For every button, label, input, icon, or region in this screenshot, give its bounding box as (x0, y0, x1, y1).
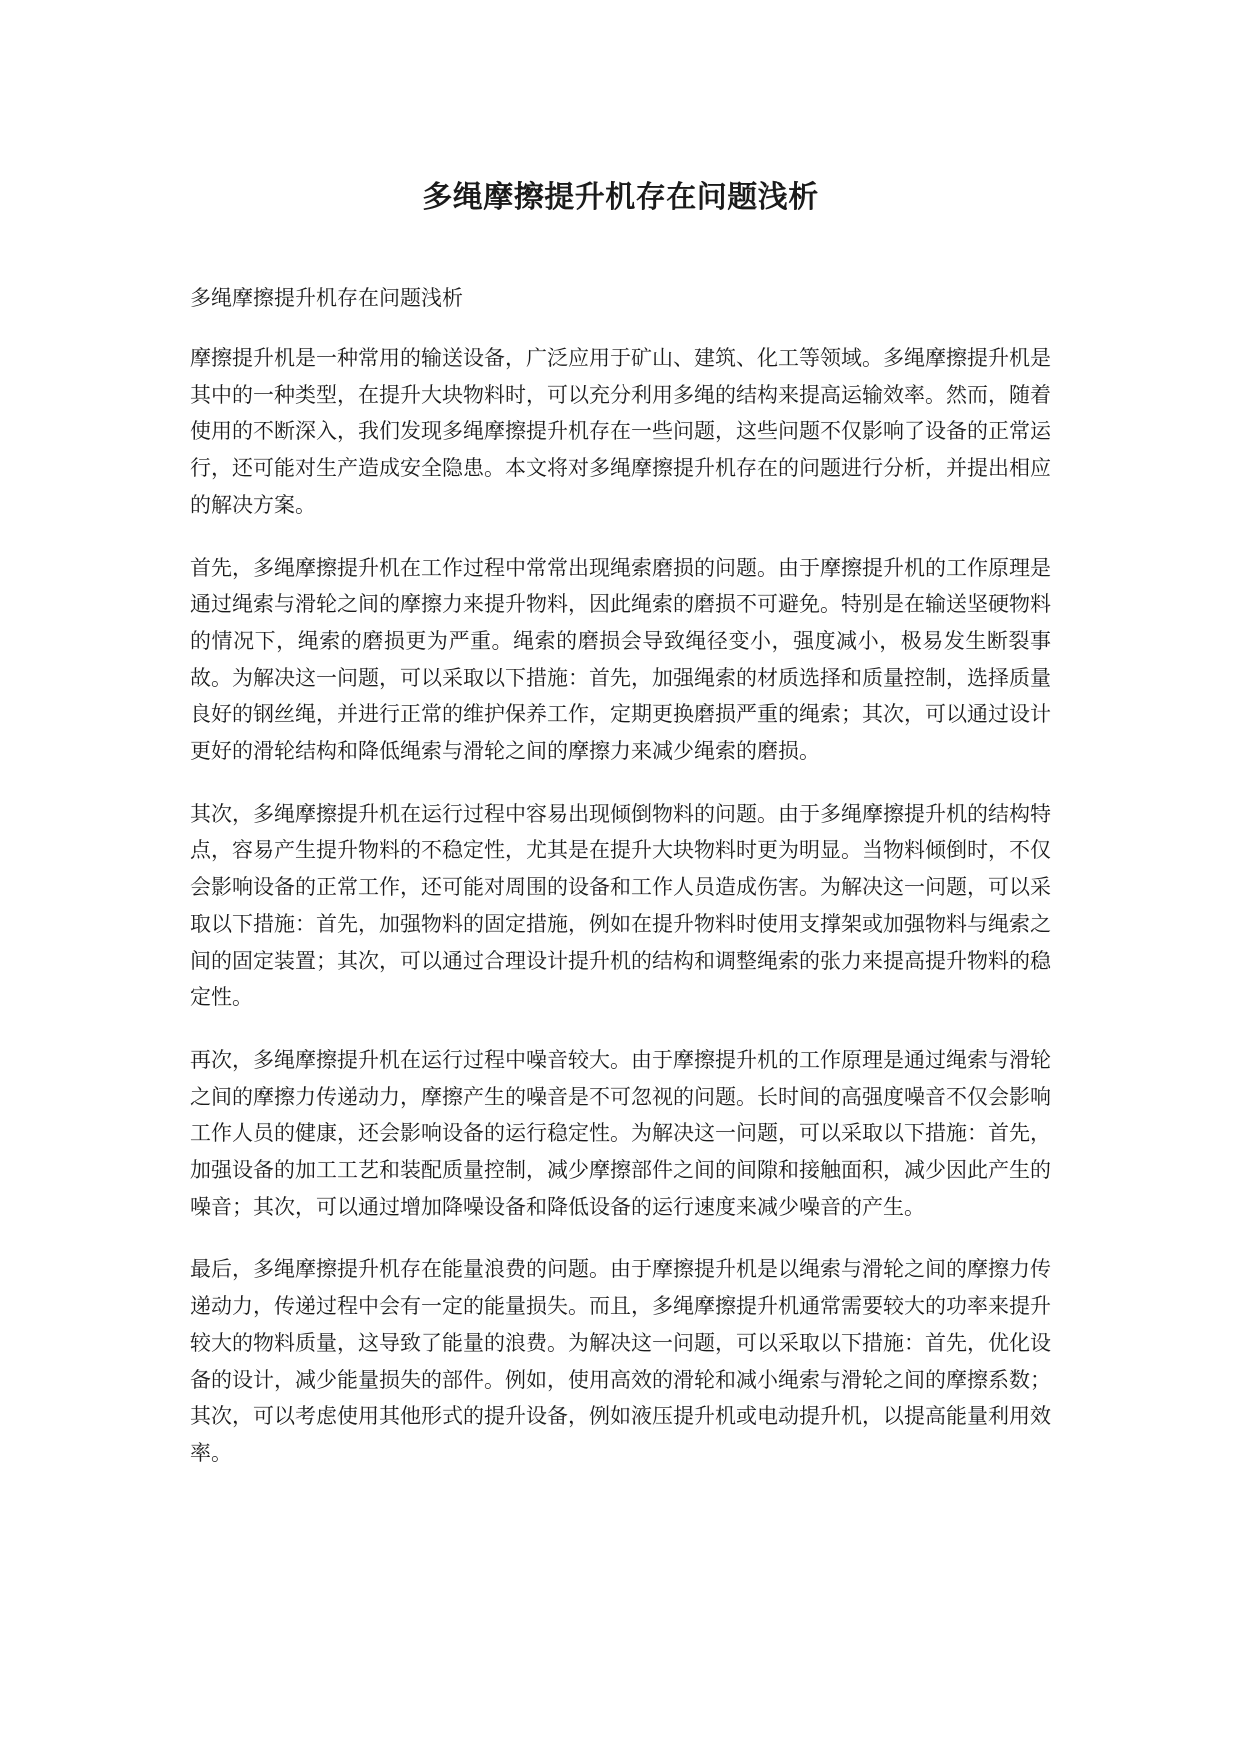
paragraph-material-tipping: 其次，多绳摩擦提升机在运行过程中容易出现倾倒物料的问题。由于多绳摩擦提升机的结构特点，容易产生提升物料的不稳定性，尤其是在提升大块物料时更为明显。当物料倾倒时，不仅会影响设备的正常工作，还可能对周围的设备和工作人员造成伤害。为解决这一问题，可以采取以下措施：首先，加强物料的固定措施，例如在提升物料时使用支撑架或加强物料与绳索之间的固定装置；其次，可以通过合理设计提升机的结构和调整绳索的张力来提高提升物料的稳定性。 (190, 801, 1051, 1010)
document-subtitle: 多绳摩擦提升机存在问题浅析 (190, 286, 463, 310)
paragraph-noise: 再次，多绳摩擦提升机在运行过程中噪音较大。由于摩擦提升机的工作原理是通过绳索与滑轮之间的摩擦力传递动力，摩擦产生的噪音是不可忽视的问题。长时间的高强度噪音不仅会影响工作人员的健康，还会影响设备的运行稳定性。为解决这一问题，可以采取以下措施：首先，加强设备的加工工艺和装配质量控制，减少摩擦部件之间的间隙和接触面积，减少因此产生的噪音；其次，可以通过增加降噪设备和降低设备的运行速度来减少噪音的产生。 (190, 1047, 1051, 1219)
document-title: 多绳摩擦提升机存在问题浅析 (422, 180, 819, 215)
paragraph-rope-wear: 首先，多绳摩擦提升机在工作过程中常常出现绳索磨损的问题。由于摩擦提升机的工作原理是通过绳索与滑轮之间的摩擦力来提升物料，因此绳索的磨损不可避免。特别是在输送坚硬物料的情况下，绳索的磨损更为严重。绳索的磨损会导致绳径变小，强度减小，极易发生断裂事故。为解决这一问题，可以采取以下措施：首先，加强绳索的材质选择和质量控制，选择质量良好的钢丝绳，并进行正常的维护保养工作，定期更换磨损严重的绳索；其次，可以通过设计更好的滑轮结构和降低绳索与滑轮之间的摩擦力来减少绳索的磨损。 (190, 555, 1051, 764)
paragraph-energy-waste: 最后，多绳摩擦提升机存在能量浪费的问题。由于摩擦提升机是以绳索与滑轮之间的摩擦力传递动力，传递过程中会有一定的能量损失。而且，多绳摩擦提升机通常需要较大的功率来提升较大的物料质量，这导致了能量的浪费。为解决这一问题，可以采取以下措施：首先，优化设备的设计，减少能量损失的部件。例如，使用高效的滑轮和减小绳索与滑轮之间的摩擦系数；其次，可以考虑使用其他形式的提升设备，例如液压提升机或电动提升机，以提高能量利用效率。 (190, 1257, 1051, 1465)
paragraph-intro: 摩擦提升机是一种常用的输送设备，广泛应用于矿山、建筑、化工等领域。多绳摩擦提升机是其中的一种类型，在提升大块物料时，可以充分利用多绳的结构来提高运输效率。然而，随着使用的不断深入，我们发现多绳摩擦提升机存在一些问题，这些问题不仅影响了设备的正常运行，还可能对生产造成安全隐患。本文将对多绳摩擦提升机存在的问题进行分析，并提出相应的解决方案。 (190, 346, 1051, 517)
